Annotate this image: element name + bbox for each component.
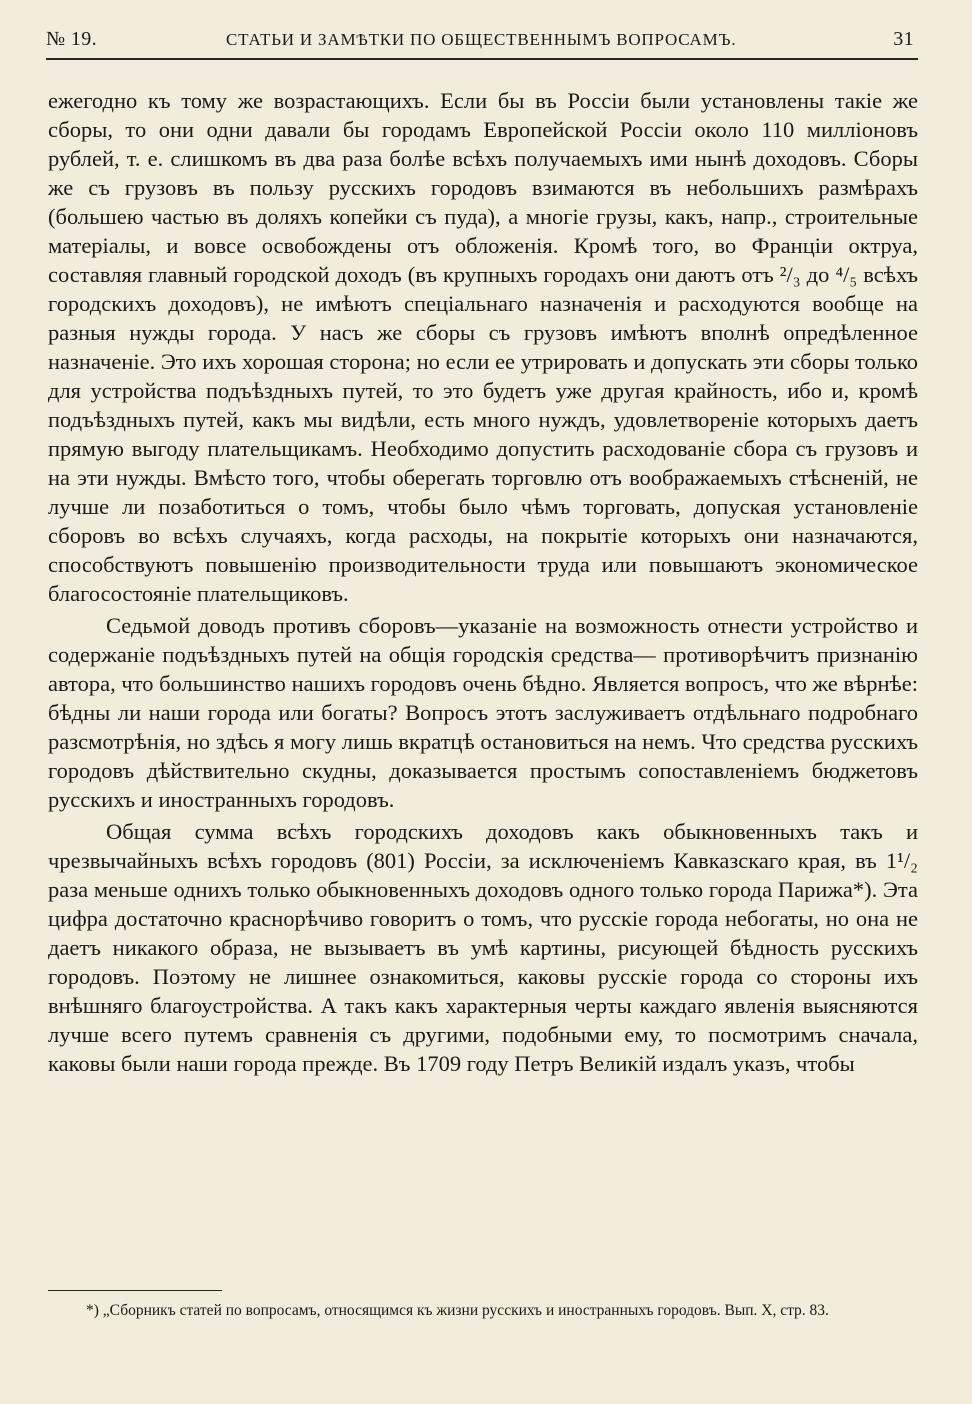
- paragraph-2: Седьмой доводъ противъ сборовъ—указаніе на возможность отнести устройство и содержаніе подъѣздныхъ путей на общія городскія средства— противорѣчитъ признанію автора, что большинство нашихъ городовъ очень бѣдно. Является вопросъ, что же вѣрнѣе: бѣдны ли наши города или богаты? Вопросъ этотъ заслуживаетъ отдѣльнаго подробнаго разсмотрѣнія, но здѣсь я могу лишь вкратцѣ остановиться на немъ. Что средства русскихъ городовъ дѣйствительно скудны, доказывается простымъ сопоставленіемъ бюджетовъ русскихъ и иностранныхъ городовъ.: [48, 613, 918, 812]
- footnote: *) „Сборникъ статей по вопросамъ, относящимся къ жизни русскихъ и иностранныхъ городовъ. Вып. X, стр. 83.: [86, 1302, 829, 1319]
- section-title: СТАТЬИ И ЗАМѢТКИ ПО ОБЩЕСТВЕННЫМЪ ВОПРОСАМЪ.: [226, 30, 737, 49]
- article-body: [48, 86, 918, 1078]
- paragraph-1: ежегодно къ тому же возрастающихъ. Если бы въ Россіи были установлены такіе же сборы, то они одни давали бы городамъ Европейской Россіи около 110 милліоновъ рублей, т. е. слишкомъ въ два раза болѣе всѣхъ получаемыхъ ими нынѣ доходовъ. Сборы же съ грузовъ въ пользу русскихъ городовъ взимаются въ небольшихъ размѣрахъ (большею частью въ доляхъ копейки съ пуда), а многіе грузы, какъ, напр., строительные матеріалы, и вовсе освобождены отъ обложенія. Кромѣ того, во Франціи октруа, составляя главный городской доходъ (въ крупныхъ городахъ они даютъ отъ ²/₃ до ⁴/₅ всѣхъ городскихъ доходовъ), не имѣютъ спеціальнаго назначенія и расходуются вообще на разныя нужды города. У насъ же сборы съ грузовъ имѣютъ вполнѣ опредѣленное назначеніе. Это ихъ хорошая сторона; но если ее утрировать и допускать эти сборы только для устройства подъѣздныхъ путей, то это будетъ уже другая крайность, ибо и, кромѣ подъѣздныхъ путей, какъ мы видѣли, есть много нуждъ, удовлетвореніе которыхъ даетъ прямую выгоду плательщикамъ. Необходимо допустить расходованіе сбора съ грузовъ и на эти нужды. Вмѣсто того, чтобы оберегать торговлю отъ воображаемыхъ стѣсненій, не лучше ли позаботиться о томъ, чтобы было чѣмъ торговать, допуская установленіе сборовъ во всѣхъ случаяхъ, когда расходы, на покрытіе которыхъ они назначаются, способствуютъ повышенію производительности труда или повышаютъ экономическое благосостояніе плательщиковъ.: [48, 88, 918, 606]
- header-divider: [46, 58, 918, 60]
- footnote-divider: [48, 1290, 222, 1291]
- page-number: 31: [893, 28, 914, 50]
- running-header: [46, 28, 918, 56]
- paragraph-3: Общая сумма всѣхъ городскихъ доходовъ какъ обыкновенныхъ такъ и чрезвычайныхъ всѣхъ городовъ (801) Россіи, за исключеніемъ Кавказскаго края, въ 1¹/₂ раза меньше однихъ только обыкновенныхъ доходовъ одного только города Парижа*). Эта цифра достаточно краснорѣчиво говоритъ о томъ, что русскіе города небогаты, но она не даетъ никакого образа, не вызываетъ въ умѣ картины, рисующей бѣдность русскихъ городовъ. Поэтому не лишнее ознакомиться, каковы русскіе города со стороны ихъ внѣшняго благоустройства. А такъ какъ характерныя черты каждаго явленія выясняются лучше всего путемъ сравненія съ другими, подобными ему, то посмотримъ сначала, каковы были наши города прежде. Въ 1709 году Петръ Великій издалъ указъ, чтобы: [48, 819, 918, 1076]
- issue-number: № 19.: [46, 28, 98, 50]
